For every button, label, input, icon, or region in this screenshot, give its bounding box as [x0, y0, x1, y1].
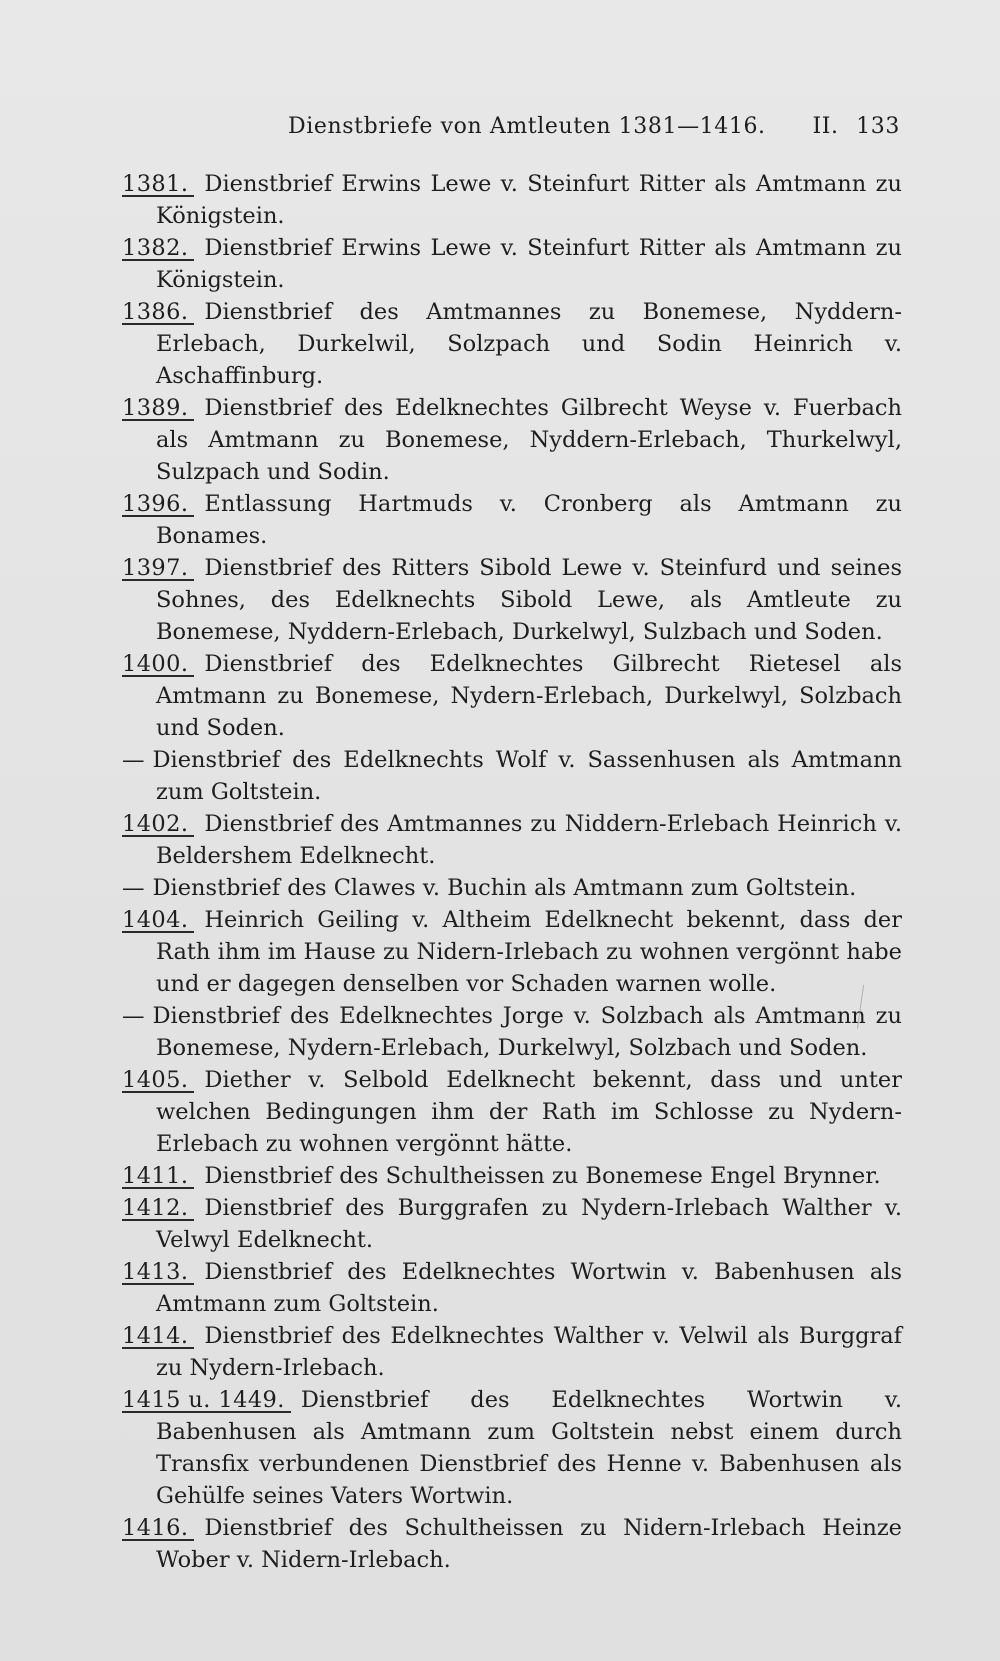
entry-text: Dienstbrief des Edelknechtes Wortwin v. Babenhusen als Amtmann zum Goltstein nebst einem durch Transfix verbundenen Dienstbrief des Henne v. Babenhusen als Gehülfe seines Vaters Wortwin.	[156, 1387, 902, 1509]
entry	[122, 1000, 902, 1064]
entry-year: 1397.	[122, 557, 194, 581]
entry-text: Dienstbrief Erwins Lewe v. Steinfurt Ritter als Amtmann zu Königstein.	[156, 171, 902, 229]
entry-year: 1386.	[122, 301, 194, 325]
entry	[122, 1384, 902, 1512]
entry-text: Dienstbrief des Edelknechtes Jorge v. Solzbach als Amtmann zu Bonemese, Nydern-Erlebach, Durkelwyl, Solzbach und Soden.	[152, 1003, 902, 1061]
entry-year: 1381.	[122, 173, 194, 197]
entry-year: 1402.	[122, 813, 194, 837]
entry-text: Entlassung Hartmuds v. Cronberg als Amtmann zu Bonames.	[156, 491, 902, 549]
entry-year: 1405.	[122, 1069, 194, 1093]
entry-year: 1412.	[122, 1197, 194, 1221]
entry-year: 1404.	[122, 909, 194, 933]
entry	[122, 1192, 902, 1256]
entry-text: Dienstbrief des Amtmannes zu Niddern-Erlebach Heinrich v. Beldershem Edelknecht.	[156, 811, 902, 869]
running-header	[120, 114, 900, 150]
entry-text: Dienstbrief des Schultheissen zu Nidern-Irlebach Heinze Wober v. Nidern-Irlebach.	[156, 1515, 902, 1573]
entry-text: Diether v. Selbold Edelknecht bekennt, dass und unter welchen Bedingungen ihm der Rath im Schlosse zu Nydern-Erlebach zu wohnen vergönnt hätte.	[156, 1067, 902, 1157]
entry	[122, 296, 902, 392]
entry	[122, 168, 902, 232]
entry-dash: —	[122, 1003, 145, 1029]
entry-text: Dienstbrief Erwins Lewe v. Steinfurt Ritter als Amtmann zu Königstein.	[156, 235, 902, 293]
entry-text: Dienstbrief des Burggrafen zu Nydern-Irlebach Walther v. Velwyl Edelknecht.	[156, 1195, 902, 1253]
entry-year: 1382.	[122, 237, 194, 261]
entry	[122, 1320, 902, 1384]
entry	[122, 1256, 902, 1320]
entry-year: 1389.	[122, 397, 194, 421]
entry	[122, 872, 902, 904]
entry	[122, 808, 902, 872]
entry-text: Dienstbrief des Clawes v. Buchin als Amtmann zum Goltstein.	[152, 875, 857, 901]
page-number: II. 133	[812, 114, 900, 139]
entry-year: 1416.	[122, 1517, 194, 1541]
entry-list	[122, 168, 902, 1576]
entry-text: Dienstbrief des Edelknechtes Wortwin v. Babenhusen als Amtmann zum Goltstein.	[156, 1259, 902, 1317]
entry	[122, 1512, 902, 1576]
entry-text: Heinrich Geiling v. Altheim Edelknecht bekennt, dass der Rath ihm im Hause zu Nidern-Irlebach zu wohnen vergönnt habe und er dagegen denselben vor Schaden warnen wolle.	[156, 907, 902, 997]
entry	[122, 232, 902, 296]
header-title: Dienstbriefe von Amtleuten 1381—1416.	[288, 114, 766, 139]
entry-year: 1400.	[122, 653, 194, 677]
entry-year: 1396.	[122, 493, 194, 517]
entry	[122, 904, 902, 1000]
entry	[122, 392, 902, 488]
entry-text: Dienstbrief des Edelknechts Wolf v. Sassenhusen als Amtmann zum Goltstein.	[152, 747, 902, 805]
entry-text: Dienstbrief des Ritters Sibold Lewe v. Steinfurd und seines Sohnes, des Edelknechts Sibold Lewe, als Amtleute zu Bonemese, Nyddern-Erlebach, Durkelwyl, Sulzbach und Soden.	[156, 555, 902, 645]
entry-text: Dienstbrief des Edelknechtes Gilbrecht Weyse v. Fuerbach als Amtmann zu Bonemese, Nyddern-Erlebach, Thurkelwyl, Sulzpach und Sodin.	[156, 395, 902, 485]
entry	[122, 552, 902, 648]
entry-year: 1413.	[122, 1261, 194, 1285]
entry	[122, 744, 902, 808]
entry-text: Dienstbrief des Schultheissen zu Bonemese Engel Brynner.	[204, 1163, 881, 1189]
entry-text: Dienstbrief des Edelknechtes Walther v. Velwil als Burggraf zu Nydern-Irlebach.	[156, 1323, 902, 1381]
entry-text: Dienstbrief des Edelknechtes Gilbrecht Rietesel als Amtmann zu Bonemese, Nydern-Erlebach, Durkelwyl, Solzbach und Soden.	[156, 651, 902, 741]
entry-year: 1414.	[122, 1325, 194, 1349]
entry-text: Dienstbrief des Amtmannes zu Bonemese, Nyddern-Erlebach, Durkelwil, Solzpach und Sodin Heinrich v. Aschaffinburg.	[156, 299, 902, 389]
entry-year: 1411.	[122, 1165, 194, 1189]
entry	[122, 1064, 902, 1160]
entry-year: 1415 u. 1449.	[122, 1389, 291, 1413]
entry	[122, 1160, 902, 1192]
entry-dash: —	[122, 747, 145, 773]
entry	[122, 648, 902, 744]
entry-dash: —	[122, 875, 145, 901]
entry	[122, 488, 902, 552]
